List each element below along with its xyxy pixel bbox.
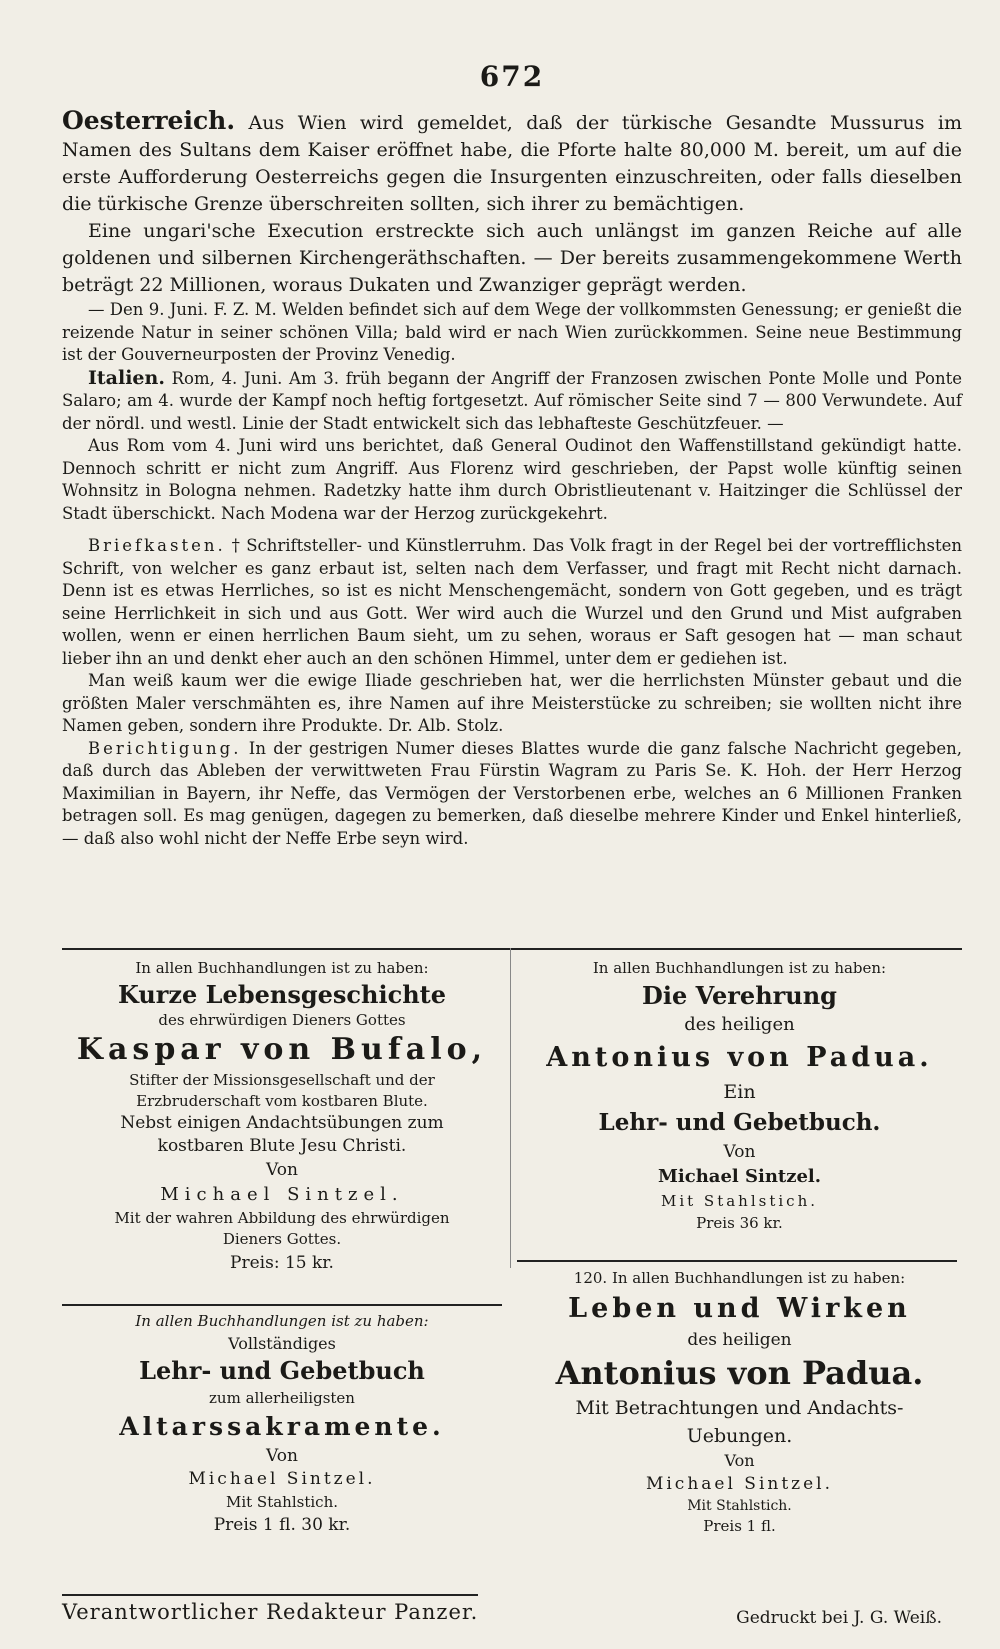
italy-heading: Italien.: [88, 366, 165, 389]
ad-title: Kurze Lebensgeschichte: [118, 980, 446, 1009]
ad-line: In allen Buchhandlungen ist zu haben:: [135, 1312, 429, 1330]
ad-line: 120. In allen Buchhandlungen ist zu haben:: [573, 1269, 906, 1287]
ad-title: Antonius von Padua.: [546, 1042, 933, 1073]
ad-line: Mit Stahlstich.: [687, 1498, 792, 1514]
editor-line: Verantwortlicher Redakteur Panzer.: [62, 1594, 478, 1624]
ad-price: Preis 1 fl. 30 kr.: [213, 1515, 351, 1535]
printer-line: Gedruckt bei J. G. Weiß.: [736, 1608, 942, 1628]
ad-line: In allen Buchhandlungen ist zu haben:: [135, 959, 429, 977]
briefkasten-paragraph-2: Man weiß kaum wer die ewige Iliade geschrieben hat, wer die herrlichsten Münster gebaut und die größten Maler verschmähten es, ihre Namen auf ihre Meisterstücke zu schreiben; sie wollten nicht ihre Namen geben, sondern ihre Produkte. Dr. Alb. Stolz.: [62, 671, 962, 735]
ad-price: Preis 1 fl.: [703, 1517, 776, 1535]
ad-line: Mit Stahlstich.: [225, 1493, 338, 1511]
rome-paragraph: Aus Rom vom 4. Juni wird uns berichtet, daß General Oudinot den Waffenstillstand gekündigt hatte. Dennoch schritt er nicht zum Angriff. Aus Florenz wird geschrieben, der Papst wolle künftig seinen Wohnsitz in Bologna nehmen. Radetzky hatte ihm durch Obristlieutenant v. Haitzinger die Schlüssel der Stadt überschickt. Nach Modena war der Herzog zurückgekehrt.: [62, 436, 962, 523]
page-number: 672: [479, 60, 545, 93]
ads-top-rule: [62, 948, 962, 950]
ad-line: Dieners Gottes.: [222, 1230, 342, 1248]
ad-leben-wirken-antonius: [517, 1266, 962, 1536]
ad-line: Vollständiges: [228, 1334, 336, 1353]
ad-line: des heiligen: [684, 1014, 795, 1035]
ad-verehrung-antonius: [517, 956, 962, 1234]
ad-title: Leben und Wirken: [568, 1293, 911, 1324]
ad-title: Lehr- und Gebetbuch.: [598, 1109, 881, 1136]
ad-lehr-gebetbuch-altarssakramente: [62, 1310, 502, 1537]
ad-author: Michael Sintzel.: [657, 1166, 822, 1187]
ad-line: Mit Betrachtungen und Andachts-: [575, 1397, 904, 1419]
ad-author: Michael Sintzel.: [188, 1469, 376, 1489]
welden-paragraph: — Den 9. Juni. F. Z. M. Welden befindet sich auf dem Wege der vollkommsten Genessung; er genießt die reizende Natur in seiner schönen Villa; bald wird er nach Wien zurückkommen. Seine neue Bestimmung ist der Gouverneurposten der Provinz Venedig.: [62, 300, 962, 364]
ad-line: Mit Stahlstich.: [660, 1192, 818, 1210]
italy-text: Rom, 4. Juni. Am 3. früh begann der Angriff der Franzosen zwischen Ponte Molle und Ponte Salaro; am 4. wurde der Kampf noch heftig fortgesetzt. Auf römischer Seite sind 7 — 800 Verwundete. Auf der nördl. und westl. Linie der Stadt entwickelt sich das lebhafteste Geschützfeuer. —: [62, 368, 962, 433]
briefkasten-paragraph: [62, 535, 962, 670]
ad-author: Michael Sintzel.: [645, 1474, 834, 1494]
ad-line: Erzbruderschaft vom kostbaren Blute.: [136, 1092, 428, 1110]
ad-author: Michael Sintzel.: [160, 1184, 404, 1205]
ad-line: Stifter der Missionsgesellschaft und der: [129, 1071, 435, 1089]
newspaper-page: [62, 60, 962, 850]
briefkasten-text: † Schriftsteller- und Künstlerruhm. Das Volk fragt in der Regel bei der vortrefflichsten Schrift, von welcher es ganz erbaut ist, selten nach dem Verfasser, und fragt mit Recht nicht darnach. Denn ist es etwas Herrliches, so ist es nicht Menschengemächt, sondern von Gott gegeben, und es trägt seine Herrlichkeit in sich und aus Gott. Wer wird auch die Wurzel und den Grund und Mist aufgraben wollen, wenn er einen herrlichen Baum sieht, um zu sehen, woraus er Saft gesogen hat — man schaut lieber ihn an und denkt eher auch an den schönen Himmel, unter dem er gediehen ist.: [62, 536, 962, 668]
berichtigung-text: In der gestrigen Numer dieses Blattes wurde die ganz falsche Nachricht gegeben, daß durch das Ableben der verwittweten Frau Fürstin Wagram zu Paris Se. K. Hoh. der Herr Herzog Maximilian in Bayern, ihr Neffe, das Vermögen der Verstorbenen erbe, welches an 6 Millionen Franken betragen soll. Es mag genügen, dagegen zu bemerken, daß dieselbe mehrere Kinder und Enkel hinterließ, — daß also wohl nicht der Neffe Erbe seyn wird.: [62, 738, 963, 848]
austria-paragraph-2: Eine ungari'sche Execution erstreckte sich auch unlängst im ganzen Reiche auf alle goldenen und silbernen Kirchengeräthschaften. — Der bereits zusammengekommene Werth beträgt 22 Millionen, woraus Dukaten und Zwanziger geprägt werden.: [62, 220, 962, 296]
austria-text: Aus Wien wird gemeldet, daß der türkische Gesandte Mussurus im Namen des Sultans dem Kaiser eröffnet habe, die Pforte halte 80,000 M. bereit, um auf die erste Aufforderung Oesterreichs gegen die Insurgenten einzuschreiten, oder falls dieselben die türkische Grenze überschreiten sollten, sich ihrer zu bemächtigen.: [62, 112, 963, 215]
ad-title: Antonius von Padua.: [555, 1354, 924, 1392]
ad-price: Preis 36 kr.: [696, 1214, 783, 1232]
ad-line: Von: [266, 1446, 298, 1466]
ad-line: kostbaren Blute Jesu Christi.: [157, 1136, 407, 1156]
briefkasten-heading: Briefkasten.: [88, 536, 226, 555]
ad-line: Von: [723, 1142, 756, 1162]
ad1-bottom-rule: [62, 1304, 502, 1306]
ad-title: Altarssakramente.: [119, 1412, 445, 1441]
ad-line: Uebungen.: [686, 1425, 793, 1447]
austria-paragraph: [62, 107, 962, 218]
ad-line: Ein: [723, 1081, 756, 1103]
news-section: [62, 107, 962, 525]
ad-line: Von: [724, 1451, 755, 1470]
italy-paragraph: [62, 367, 962, 436]
ad-line: Nebst einigen Andachtsübungen zum: [120, 1113, 444, 1133]
ad-title: Kaspar von Bufalo,: [76, 1032, 488, 1067]
ad-title: Die Verehrung: [642, 981, 837, 1010]
ad2-bottom-rule: [517, 1260, 957, 1262]
berichtigung-paragraph: [62, 738, 962, 851]
ad-line: des ehrwürdigen Dieners Gottes: [158, 1011, 406, 1029]
ad-line: des heiligen: [687, 1330, 792, 1350]
advertisements: [62, 948, 962, 1588]
notes-section: [62, 535, 962, 850]
ad-line: Mit der wahren Abbildung des ehrwürdigen: [114, 1209, 450, 1227]
ad-line: In allen Buchhandlungen ist zu haben:: [592, 959, 887, 977]
ad-price: Preis: 15 kr.: [230, 1253, 334, 1273]
ads-column-divider: [510, 948, 511, 1268]
ad-title: Lehr- und Gebetbuch: [139, 1356, 425, 1385]
ad-line: zum allerheiligsten: [209, 1389, 355, 1407]
ad-kaspar-von-bufalo: [62, 956, 502, 1276]
berichtigung-heading: Berichtigung.: [88, 738, 242, 758]
ad-line: Von: [266, 1160, 298, 1180]
austria-heading: Oesterreich.: [62, 106, 236, 135]
